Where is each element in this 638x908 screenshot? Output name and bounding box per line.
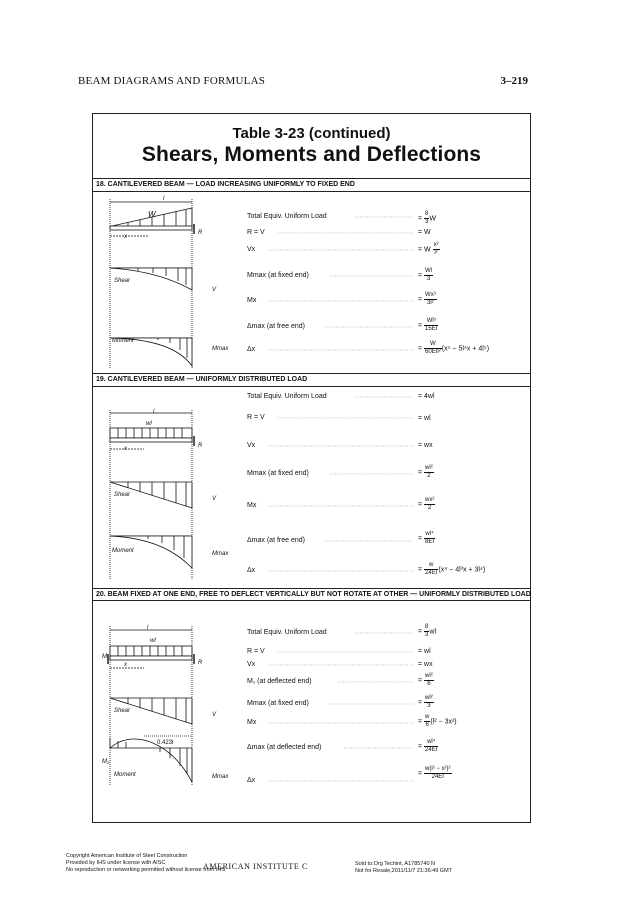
formula-value: = $\frac{\text{wl⁴}}{8EI}$	[418, 531, 435, 545]
formula-label: R = V	[247, 414, 265, 421]
section-heading-20: 20. BEAM FIXED AT ONE END, FREE TO DEFLECT VERTICALLY BUT NOT ROTATE AT OTHER — UNIFORMLY DISTRIBUTED LOAD	[92, 588, 531, 601]
formula-label: Vx	[247, 661, 256, 668]
x-label: x	[124, 234, 127, 240]
load-label: W	[148, 210, 156, 219]
v-label: V	[212, 712, 217, 718]
formula-label: Δmax (at deflected end)	[247, 744, 322, 751]
formula-value: = $\frac{\text{Wl³}}{15EI}$	[418, 318, 438, 332]
formula-label: Δx	[247, 777, 256, 784]
formula-value: = 4wl	[418, 393, 435, 400]
formula-label: Mmax (at fixed end)	[247, 272, 309, 279]
moment-label: Moment	[112, 548, 134, 554]
ratio-label: 0.423l	[157, 740, 174, 746]
formula-label: Total Equiv. Uniform Load	[247, 393, 327, 400]
formula-label: R = V	[247, 229, 265, 236]
span-label: l	[153, 409, 155, 415]
formula-value: = wx	[418, 661, 433, 668]
load-label: wl	[146, 421, 152, 427]
formula-value: = $\frac{8}{3}$ wl	[418, 624, 437, 638]
formula-value: = wl	[418, 648, 431, 655]
v-label: V	[212, 287, 217, 293]
formula-label: Δmax (at free end)	[247, 537, 305, 544]
table-title: Table 3-23 (continued)	[232, 125, 391, 142]
formula-label: R = V	[247, 648, 265, 655]
formula-label: Vx	[247, 442, 256, 449]
formula-value: = $\frac{Wl}{3}$	[418, 268, 433, 282]
formula-value: = $\frac{\text{wl²}}{6}$	[418, 673, 433, 687]
formula-label: Mmax (at fixed end)	[247, 470, 309, 477]
formula-value: = $\frac{W}{\text{60EIl²}}$ (x⁵ − 5l⁴x + 4l⁵)	[418, 341, 490, 355]
formula-value: = $\frac{w}{6}$ (l² − 3x²)	[418, 714, 457, 728]
formula-label: Mx	[247, 297, 257, 304]
formula-value: = $\frac{\text{wx²}}{2}$	[418, 497, 435, 511]
m1-left-label: M₁	[102, 759, 109, 765]
x-label: x	[124, 446, 127, 452]
moment-label: Moment	[114, 772, 136, 778]
footer-copyright: Copyright American Institute of Steel Construction Provided by IHS under license with AISC No reproduction or networking permitted without license from IHS	[66, 853, 225, 873]
formula-label: Mx	[247, 502, 257, 509]
footer-publisher: AMERICAN INSTITUTE C	[203, 862, 308, 871]
formula-label: Total Equiv. Uniform Load	[247, 213, 327, 220]
section-heading-19: 19. CANTILEVERED BEAM — UNIFORMLY DISTRIBUTED LOAD	[92, 373, 531, 387]
load-label: wl	[150, 638, 156, 644]
span-label: l	[163, 196, 165, 202]
formula-label: Δmax (at free end)	[247, 323, 305, 330]
shear-label: Shear	[114, 708, 131, 714]
formula-value: = $\frac{\text{wl⁴}}{24EI}$	[418, 739, 438, 753]
m1-label: M₁	[102, 654, 109, 660]
x-label: x	[124, 662, 127, 668]
v-label: V	[212, 496, 217, 502]
table-subtitle: Shears, Moments and Deflections	[141, 143, 482, 166]
reaction-label: R	[198, 660, 203, 666]
shear-label: Shear	[114, 492, 131, 498]
running-header-title: BEAM DIAGRAMS AND FORMULAS	[78, 75, 266, 87]
formula-label: Mmax (at fixed end)	[247, 700, 309, 707]
section-heading-18: 18. CANTILEVERED BEAM — LOAD INCREASING UNIFORMLY TO FIXED END	[92, 178, 531, 192]
formula-label: Δx	[247, 346, 256, 353]
formula-label: Mx	[247, 719, 257, 726]
mmax-label: Mmax	[212, 346, 229, 352]
formula-label: M₁ (at deflected end)	[247, 678, 312, 685]
mmax-label: Mmax	[212, 774, 229, 780]
shear-label: Shear	[114, 278, 131, 284]
formula-value: = $\frac{8}{3}$ W	[418, 211, 436, 225]
reaction-label: R	[198, 443, 203, 449]
formula-value: = W $\frac{\text{x²}}{\text{l²}}$	[418, 242, 439, 256]
span-label: l	[147, 625, 149, 631]
formula-value: = $\frac{w}{24EI}$ (x⁴ − 4l³x + 3l⁴)	[418, 562, 486, 576]
mmax-label: Mmax	[212, 551, 229, 557]
formula-value: = $\frac{\text{w(l² − x²)²}}{24EI}$	[418, 766, 451, 780]
formula-label: Δx	[247, 567, 256, 574]
formula-label: Vx	[247, 246, 256, 253]
formula-label: Total Equiv. Uniform Load	[247, 629, 327, 636]
reaction-label: R	[198, 230, 203, 236]
moment-label: Moment	[112, 338, 134, 344]
footer-license: Sold to:Org Techint, A1785740 N Not for Resale,2011/11/7 21:36:49 GMT	[355, 861, 453, 874]
formula-value: = $\frac{\text{wl²}}{3}$	[418, 695, 433, 709]
formula-value: = wl	[418, 415, 431, 422]
formula-value: = wx	[418, 442, 433, 449]
page-number: 3–219	[500, 75, 528, 87]
formula-value: = $\frac{\text{wl²}}{2}$	[418, 465, 433, 479]
formula-value: = $\frac{\text{Wx³}}{\text{3l²}}$	[418, 292, 436, 306]
formula-value: = W	[418, 229, 431, 236]
